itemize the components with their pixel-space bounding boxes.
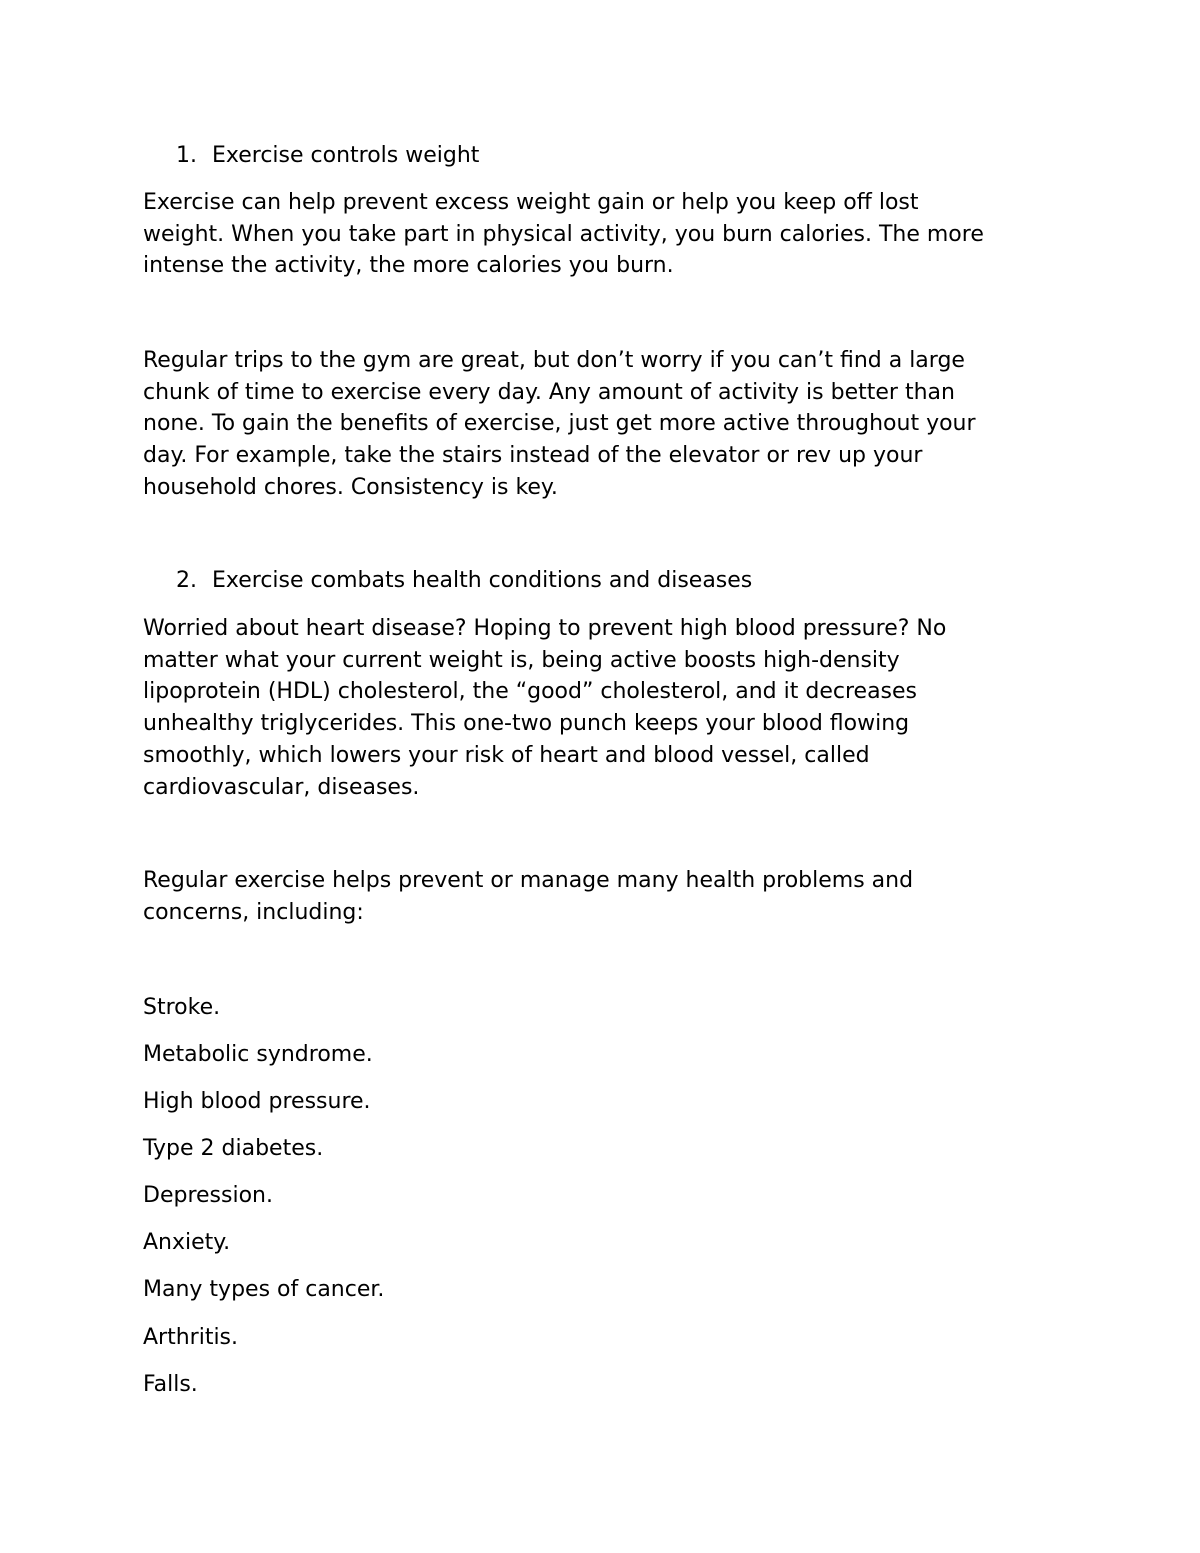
condition-item: Stroke. xyxy=(143,995,221,1020)
condition-item: Type 2 diabetes. xyxy=(143,1136,324,1161)
paragraph-line: chunk of time to exercise every day. Any amount of activity is better than xyxy=(143,379,955,405)
paragraph-line: weight. When you take part in physical activity, you burn calories. The more xyxy=(143,221,984,247)
paragraph-line: Regular trips to the gym are great, but don’t worry if you can’t find a large xyxy=(143,348,965,373)
paragraph-line: day. For example, take the stairs instead of the elevator or rev up your xyxy=(143,443,923,469)
paragraph-line: unhealthy triglycerides. This one-two punch keeps your blood flowing xyxy=(143,711,910,737)
paragraph-line: Exercise can help prevent excess weight gain or help you keep off lost xyxy=(143,190,919,215)
condition-item: Depression. xyxy=(143,1183,273,1208)
paragraph-line: matter what your current weight is, being active boosts high-density xyxy=(143,647,900,673)
paragraph-line: Worried about heart disease? Hoping to prevent high blood pressure? No xyxy=(143,616,947,641)
paragraph-line: intense the activity, the more calories you burn. xyxy=(143,253,674,279)
paragraph-line: Regular exercise helps prevent or manage many health problems and xyxy=(143,868,914,893)
paragraph-line: cardiovascular, diseases. xyxy=(143,774,420,800)
paragraph-line: household chores. Consistency is key. xyxy=(143,474,558,500)
section-number-2: 2. xyxy=(176,568,197,593)
paragraph-line: concerns, including: xyxy=(143,899,364,925)
condition-item: Metabolic syndrome. xyxy=(143,1042,373,1067)
paragraph-line: none. To gain the benefits of exercise, just get more active throughout your xyxy=(143,411,976,437)
section-number-1: 1. xyxy=(176,143,197,168)
condition-item: High blood pressure. xyxy=(143,1089,371,1114)
section-title-2: Exercise combats health conditions and diseases xyxy=(212,568,753,593)
paragraph-health-problems xyxy=(143,865,1063,928)
paragraph-heart-disease xyxy=(143,613,1063,803)
paragraph-line: lipoprotein (HDL) cholesterol, the “good” cholesterol, and it decreases xyxy=(143,679,918,705)
condition-item: Anxiety. xyxy=(143,1230,231,1255)
section-heading-2 xyxy=(176,565,752,597)
paragraph-line: smoothly, which lowers your risk of heart and blood vessel, called xyxy=(143,742,870,768)
condition-item: Many types of cancer. xyxy=(143,1277,385,1302)
condition-item: Arthritis. xyxy=(143,1325,239,1350)
condition-item: Falls. xyxy=(143,1372,198,1397)
section-title-1: Exercise controls weight xyxy=(212,143,480,168)
section-heading-1 xyxy=(176,140,479,172)
paragraph-gym-trips xyxy=(143,345,1063,504)
paragraph-weight-control xyxy=(143,187,1063,282)
